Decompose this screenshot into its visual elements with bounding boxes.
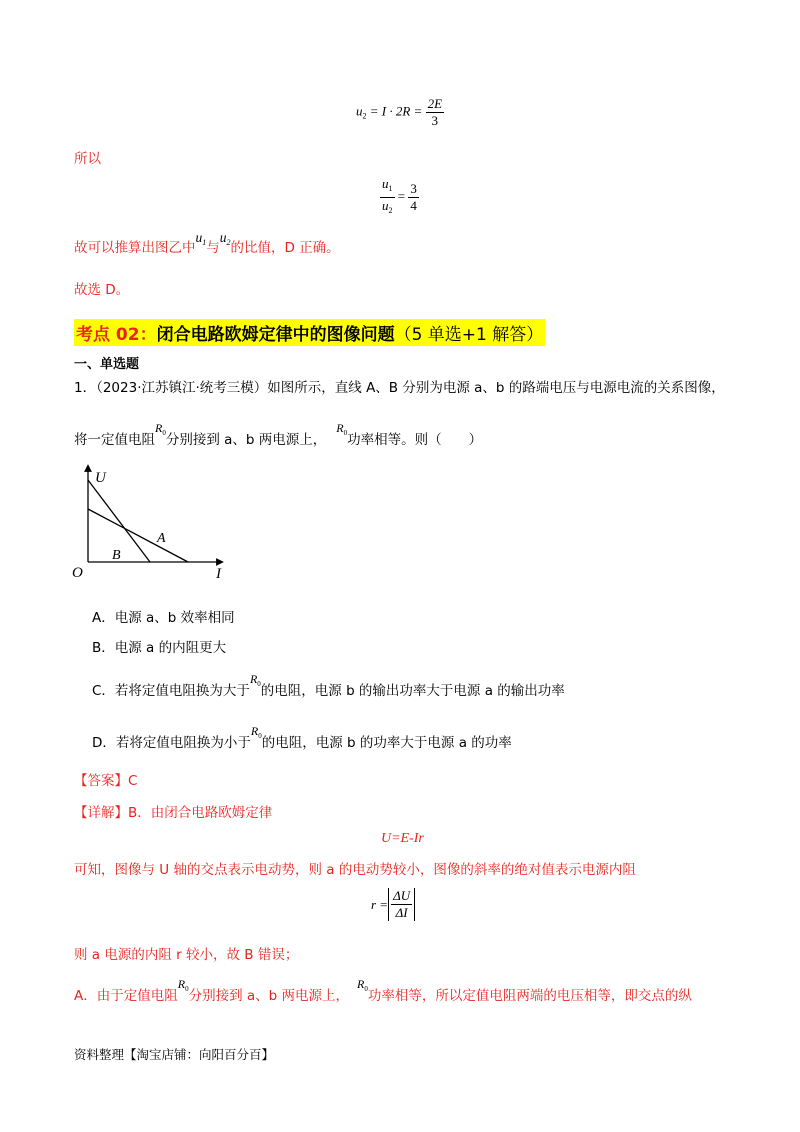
- option-a: A．电源 a、b 效率相同: [92, 610, 235, 626]
- section-heading: [74, 319, 545, 346]
- option-d: [92, 724, 512, 758]
- r0-symbol: $R_0$: [357, 977, 368, 993]
- graph-label-b: B: [112, 548, 121, 563]
- fraction-2e-3: [426, 96, 444, 129]
- ratio-denominator: 4: [410, 198, 417, 213]
- u2-middle: = I · 2R =: [366, 103, 426, 119]
- r0-symbol: $R_0$: [177, 977, 189, 993]
- option-c: [92, 672, 565, 706]
- question-line-2: [74, 421, 483, 455]
- explain-line-2: 可知，图像与 U 轴的交点表示电动势，则 a 的电动势较小，图像的斜率的绝对值表示电源内阻: [74, 862, 636, 878]
- r-numerator: ΔU: [393, 888, 411, 903]
- subsection-title: 一、单选题: [74, 357, 140, 372]
- section-prefix: 考点 02：: [76, 325, 157, 345]
- graph-u-label: U: [95, 470, 106, 486]
- graph-i-label: I: [216, 566, 221, 582]
- infer-u2: $u_2$: [219, 230, 231, 247]
- fraction-u1-u2: [380, 176, 395, 219]
- explain-line-1: 【详解】B．由闭合电路欧姆定律: [74, 805, 273, 821]
- ratio-equals: =: [394, 188, 409, 204]
- fraction-denominator: 3: [431, 113, 439, 128]
- footer-text: 资料整理【淘宝店铺：向阳百分百】: [74, 1047, 275, 1062]
- ratio-u2-sub: 2: [388, 206, 393, 215]
- infer-mid: 与: [206, 240, 220, 256]
- graph-label-a: A: [157, 531, 166, 546]
- formula-r-lhs: r =: [371, 896, 389, 912]
- option-c-post: 的电阻，电源 b 的输出功率大于电源 a 的输出功率: [260, 683, 565, 699]
- explain-line-3: 则 a 电源的内阻 r 较小，故 B 错误；: [74, 947, 299, 963]
- r0-symbol: $R_0$: [250, 724, 262, 740]
- abs-bars: [388, 888, 415, 921]
- u2-subscript: 2: [362, 111, 367, 121]
- option-d-post: 的电阻，电源 b 的功率大于电源 a 的功率: [261, 735, 512, 751]
- r0-symbol: $R_0$: [249, 672, 261, 688]
- u2-symbol: u: [356, 103, 363, 119]
- r-denominator: ΔI: [395, 905, 408, 920]
- formula-u2: [356, 96, 444, 129]
- l4-mid: 分别接到 a、b 两电源上，: [188, 988, 350, 1004]
- option-c-pre: C．若将定值电阻换为大于: [92, 683, 250, 699]
- line-a: [88, 509, 188, 562]
- l4-pre: A．由于定值电阻: [74, 988, 178, 1004]
- option-b: B．电源 a 的内阻更大: [92, 640, 227, 656]
- graph-origin: O: [72, 565, 83, 581]
- formula-u-e-ir: U=E-Ir: [381, 831, 424, 846]
- l4-post: 功率相等，所以定值电阻两端的电压相等，即交点的纵: [367, 988, 692, 1004]
- formula-r: [371, 888, 415, 921]
- text-choose-d: 故选 D。: [74, 282, 130, 298]
- ratio-u1: u: [382, 176, 389, 191]
- r0-symbol: $R_0$: [155, 421, 166, 437]
- line-infer: [74, 230, 340, 263]
- ratio-numerator: 3: [410, 181, 417, 196]
- explain-line-4: [74, 977, 692, 1011]
- infer-pre: 故可以推算出图乙中: [74, 240, 196, 256]
- infer-u1: $u_1$: [195, 230, 207, 247]
- q2-mid: 分别接到 a、b 两电源上，: [165, 432, 327, 448]
- fraction-numerator: 2E: [427, 96, 443, 111]
- answer-line: 【答案】C: [74, 773, 138, 789]
- ui-graph: [70, 462, 240, 582]
- infer-post: 的比值，D 正确。: [230, 240, 340, 256]
- ratio-u1-sub: 1: [388, 184, 393, 193]
- text-suoyi: 所以: [74, 151, 101, 167]
- q2-post: 功率相等。则（ ）: [347, 432, 483, 448]
- section-title: 闭合电路欧姆定律中的图像问题: [156, 325, 395, 345]
- option-d-pre: D．若将定值电阻换为小于: [92, 735, 251, 751]
- q2-pre: 将一定值电阻: [74, 432, 155, 448]
- fraction-3-4: [408, 181, 419, 214]
- formula-ratio: [380, 176, 419, 219]
- ratio-u2: u: [382, 198, 389, 213]
- r0-symbol: $R_0$: [336, 421, 348, 437]
- section-note: （5 单选+1 解答）: [394, 325, 544, 345]
- question-line-1: 1．（2023·江苏镇江·统考三模）如图所示，直线 A、B 分别为电源 a、b 的路端电压与电源电流的关系图像，: [74, 380, 725, 396]
